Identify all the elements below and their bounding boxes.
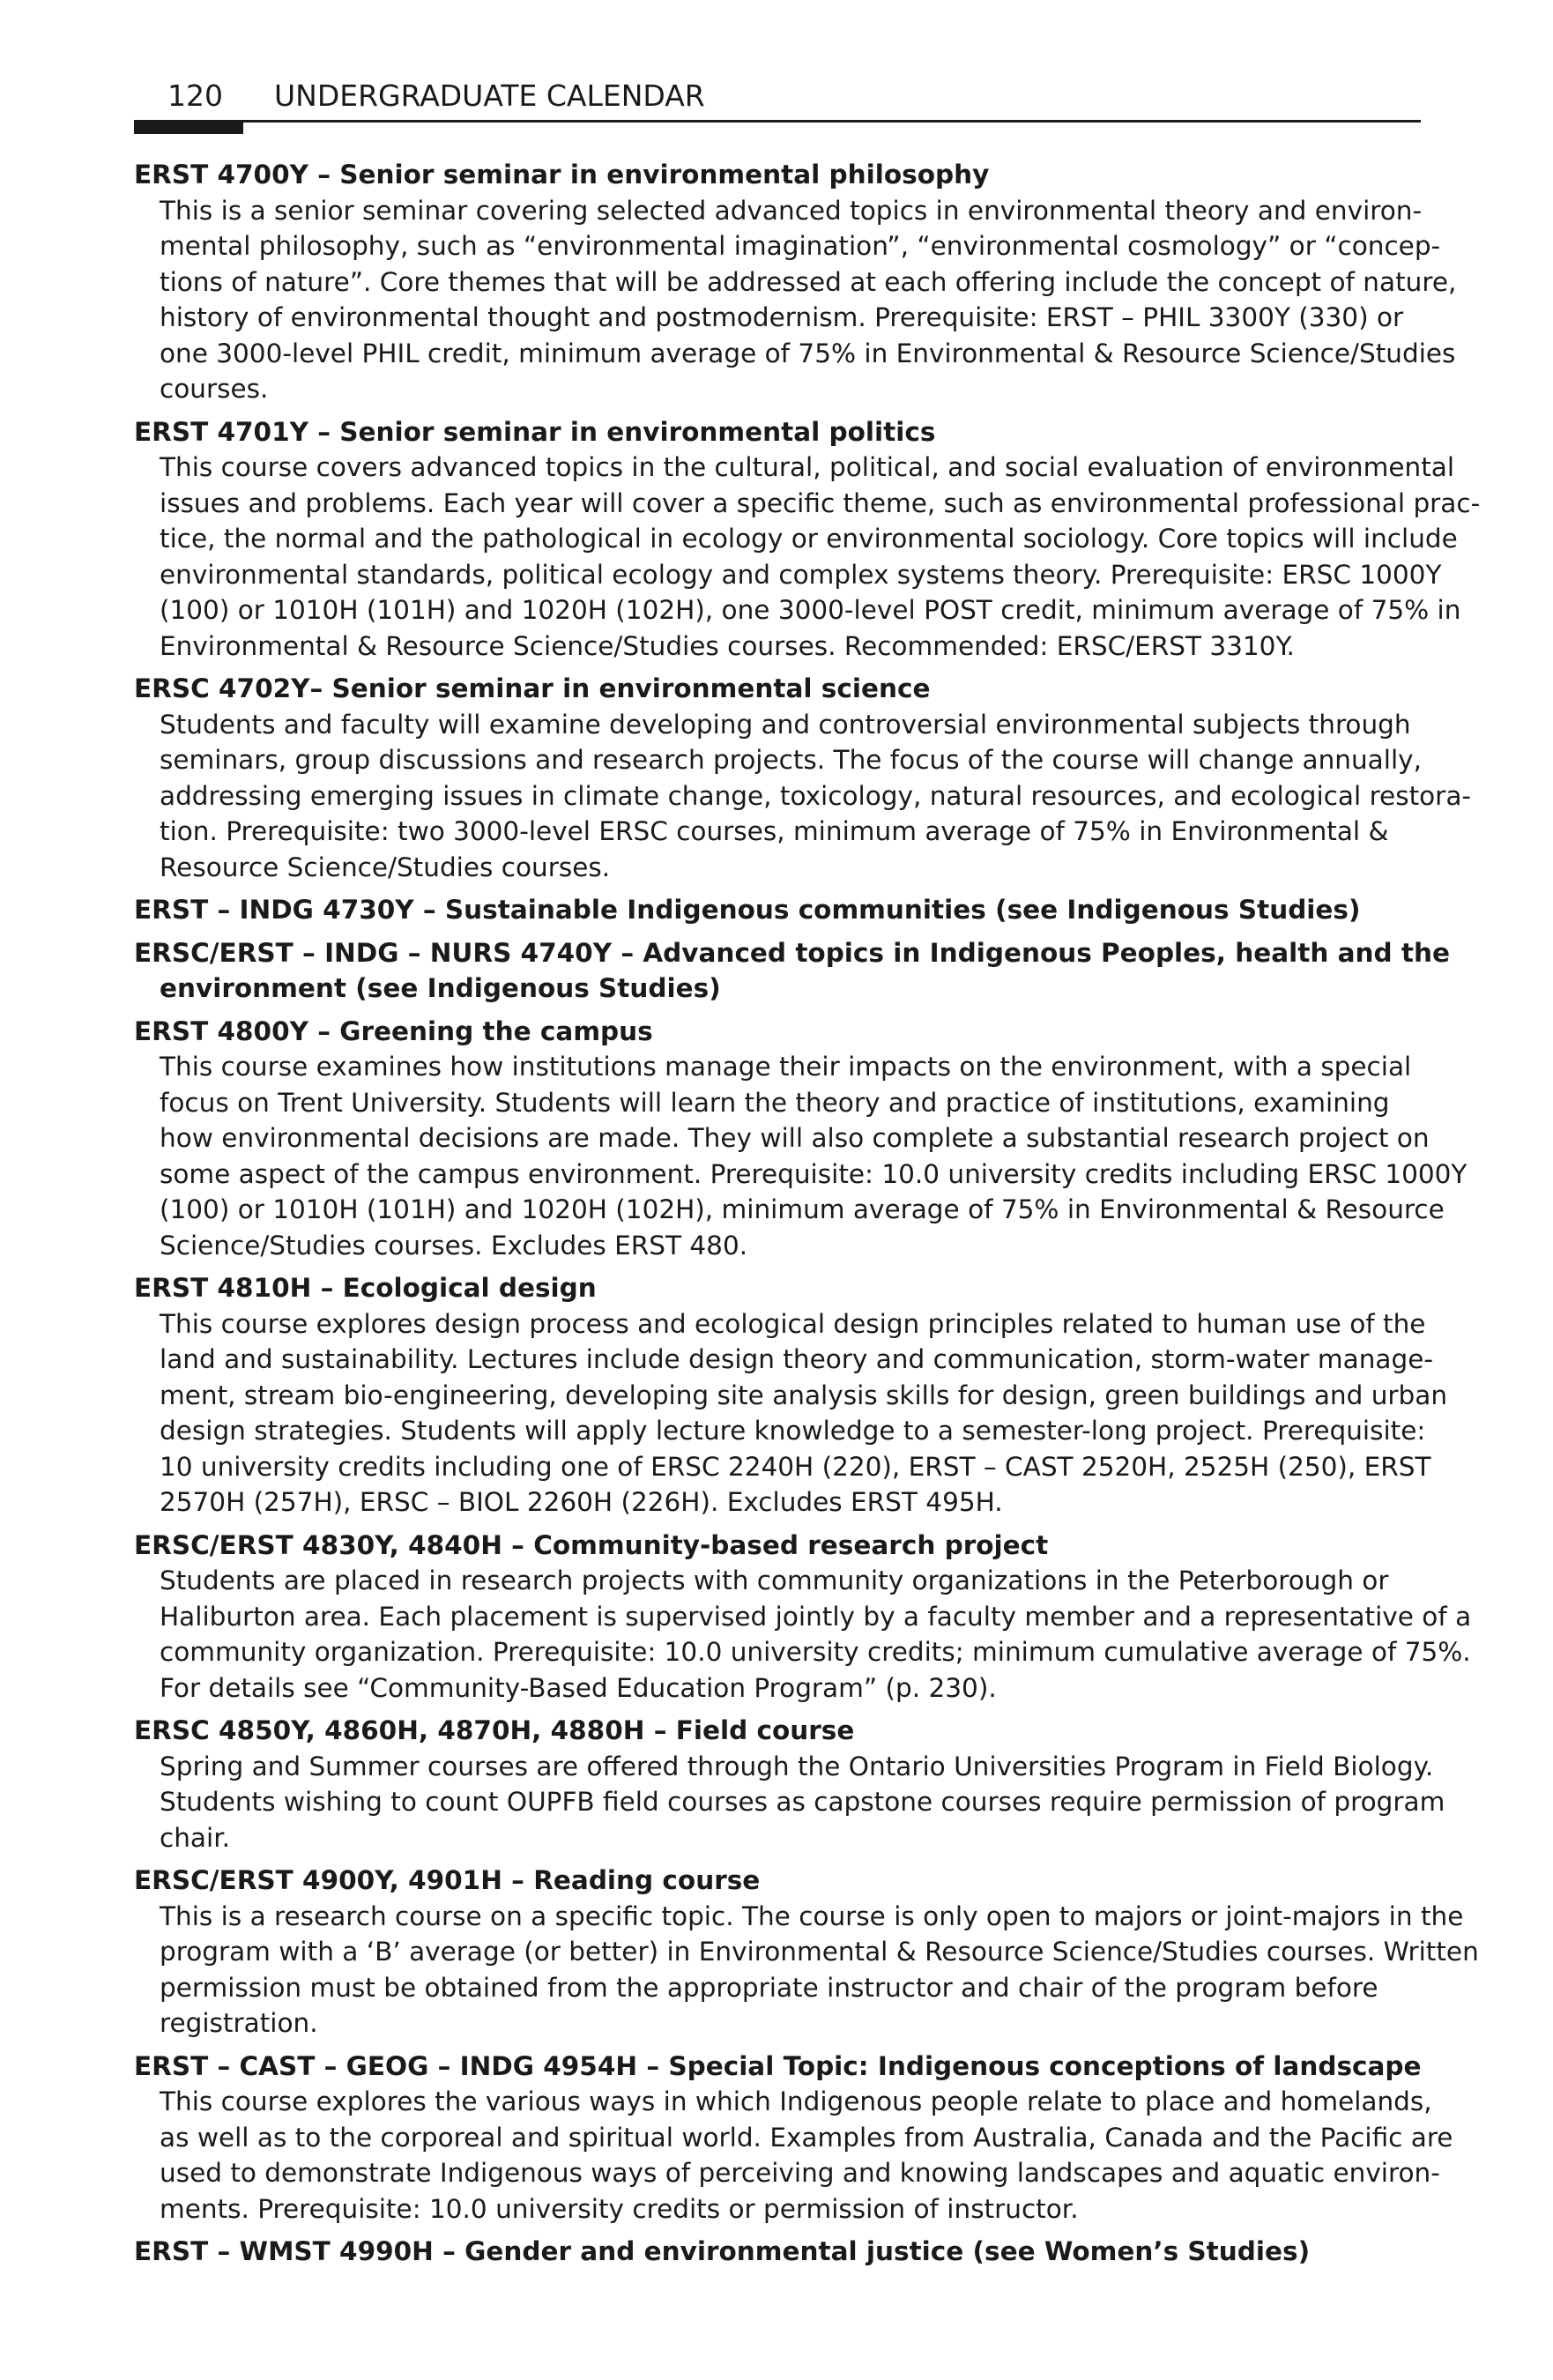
course-description-line: This is a senior seminar covering selected advanced topics in environmental theory and environ-	[160, 195, 1423, 226]
course-description-line: For details see “Community-Based Education Program” (p. 230).	[160, 1672, 997, 1703]
course-description-line: This is a research course on a specific topic. The course is only open to majors or joint-majors in the	[160, 1900, 1464, 1931]
course-description-line: Haliburton area. Each placement is supervised jointly by a faculty member and a representative of a	[160, 1601, 1472, 1632]
course-heading: ERSC/ERST – INDG – NURS 4740Y – Advanced topics in Indigenous Peoples, health and the	[134, 937, 1451, 968]
course-description-line: This course explores the various ways in which Indigenous people relate to place and homelands,	[160, 2086, 1432, 2116]
course-description-line: as well as to the corporeal and spiritual world. Examples from Australia, Canada and the Pacific are	[160, 2122, 1453, 2153]
course-description-line: 10 university credits including one of ERSC 2240H (220), ERST – CAST 2520H, 2525H (250), ERST	[160, 1451, 1431, 1482]
course-entry	[134, 157, 1457, 407]
course-description-line: how environmental decisions are made. They will also complete a substantial research project on	[160, 1123, 1430, 1153]
running-head	[167, 78, 705, 113]
course-description-line: ments. Prerequisite: 10.0 university credits or permission of instructor.	[160, 2193, 1079, 2224]
course-heading: ERSC/ERST 4830Y, 4840H – Community-based research project	[134, 1529, 1049, 1560]
course-description-line: environmental standards, political ecology and complex systems theory. Prerequisite: ERSC 1000Y	[160, 559, 1442, 590]
course-description-line: Science/Studies courses. Excludes ERST 480.	[160, 1230, 748, 1261]
course-description-line: chair.	[160, 1822, 230, 1853]
course-description-line: seminars, group discussions and research projects. The focus of the course will change annually,	[160, 745, 1422, 775]
course-description-line: tions of nature”. Core themes that will be addressed at each offering include the concept of nature,	[160, 266, 1457, 297]
course-description-line: Students wishing to count OUPFB field courses as capstone courses require permission of program	[160, 1787, 1445, 1817]
course-entry	[134, 2049, 1453, 2228]
course-heading: ERST 4700Y – Senior seminar in environmental philosophy	[134, 160, 990, 190]
course-description-line: (100) or 1010H (101H) and 1020H (102H), minimum average of 75% in Environmental & Resource	[160, 1194, 1445, 1224]
course-heading: ERSC 4850Y, 4860H, 4870H, 4880H – Field course	[134, 1715, 855, 1745]
course-description-line: one 3000-level PHIL credit, minimum average of 75% in Environmental & Resource Science/Studies	[160, 338, 1456, 368]
course-heading: ERST – CAST – GEOG – INDG 4954H – Special Topic: Indigenous conceptions of landscape	[134, 2050, 1422, 2081]
course-description-line: This course explores design process and ecological design principles related to human use of the	[160, 1308, 1426, 1339]
course-heading: environment (see Indigenous Studies)	[160, 973, 721, 1003]
course-description-line: This course covers advanced topics in the cultural, political, and social evaluation of environmental	[160, 452, 1455, 482]
course-description-line: registration.	[160, 2008, 318, 2038]
course-description-line: mental philosophy, such as “environmental imagination”, “environmental cosmology” or “concep-	[160, 231, 1441, 261]
course-heading: ERST 4701Y – Senior seminar in environmental politics	[134, 416, 936, 447]
course-entry	[134, 935, 1451, 1007]
course-description-line: community organization. Prerequisite: 10.0 university credits; minimum cumulative average of 75%.	[160, 1637, 1471, 1667]
header-rule	[134, 120, 1421, 123]
course-description-line: addressing emerging issues in climate change, toxicology, natural resources, and ecological restora-	[160, 780, 1472, 811]
course-entry	[134, 1014, 1468, 1264]
course-entry	[134, 892, 1430, 928]
course-description-line: ment, stream bio-engineering, developing site analysis skills for design, green buildings and urban	[160, 1380, 1448, 1410]
course-entry	[134, 1713, 1445, 1856]
course-description-line: history of environmental thought and postmodernism. Prerequisite: ERST – PHIL 3300Y (330) or	[160, 302, 1404, 332]
course-description-line: Resource Science/Studies courses.	[160, 852, 611, 882]
course-entry	[134, 1528, 1472, 1707]
course-heading: ERSC/ERST 4900Y, 4901H – Reading course	[134, 1865, 761, 1895]
course-description-line: tion. Prerequisite: two 3000-level ERSC courses, minimum average of 75% in Environmental &	[160, 816, 1389, 846]
course-description-line: Spring and Summer courses are offered through the Ontario Universities Program in Field Biology.	[160, 1751, 1434, 1781]
course-description-line: used to demonstrate Indigenous ways of perceiving and knowing landscapes and aquatic environ-	[160, 2158, 1440, 2188]
course-heading: ERST – INDG 4730Y – Sustainable Indigenous communities (see Indigenous Studies)	[134, 895, 1361, 925]
course-heading: ERST 4800Y – Greening the campus	[134, 1015, 653, 1046]
course-heading: ERST – WMST 4990H – Gender and environmental justice (see Women’s Studies)	[134, 2236, 1311, 2266]
course-description-line: courses.	[160, 374, 269, 404]
course-entry	[134, 1270, 1448, 1521]
course-entry	[134, 2234, 1430, 2270]
course-description-line: Students are placed in research projects with community organizations in the Peterborough or	[160, 1566, 1389, 1595]
course-heading: ERST 4810H – Ecological design	[134, 1273, 597, 1303]
course-description-line: 2570H (257H), ERSC – BIOL 2260H (226H). Excludes ERST 495H.	[160, 1487, 1003, 1517]
course-list	[134, 157, 1481, 2277]
course-entry	[134, 671, 1472, 885]
course-entry	[134, 1863, 1479, 2042]
course-description-line: tice, the normal and the pathological in ecology or environmental sociology. Core topics will include	[160, 524, 1458, 554]
course-description-line: permission must be obtained from the appropriate instructor and chair of the program before	[160, 1972, 1378, 2003]
course-entry	[134, 414, 1481, 665]
course-description-line: design strategies. Students will apply lecture knowledge to a semester-long project. Prerequisite:	[160, 1416, 1426, 1446]
page-number: 120	[167, 78, 223, 113]
header-tab-bar	[134, 120, 243, 134]
course-description-line: some aspect of the campus environment. Prerequisite: 10.0 university credits including ERSC 1000Y	[160, 1158, 1468, 1189]
course-description-line: Environmental & Resource Science/Studies courses. Recommended: ERSC/ERST 3310Y.	[160, 630, 1295, 661]
section-title: UNDERGRADUATE CALENDAR	[274, 78, 705, 113]
course-description-line: program with a ‘B’ average (or better) in Environmental & Resource Science/Studies courses. Written	[160, 1937, 1479, 1967]
course-description-line: This course examines how institutions manage their impacts on the environment, with a special	[160, 1052, 1412, 1082]
course-heading: ERSC 4702Y– Senior seminar in environmental science	[134, 673, 931, 703]
course-description-line: (100) or 1010H (101H) and 1020H (102H), one 3000-level POST credit, minimum average of 75% in	[160, 595, 1461, 625]
course-description-line: issues and problems. Each year will cover a specific theme, such as environmental professional prac-	[160, 487, 1481, 518]
course-description-line: land and sustainability. Lectures include design theory and communication, storm-water manage-	[160, 1344, 1434, 1374]
course-description-line: Students and faculty will examine developing and controversial environmental subjects through	[160, 709, 1411, 740]
course-description-line: focus on Trent University. Students will learn the theory and practice of institutions, examining	[160, 1087, 1390, 1118]
